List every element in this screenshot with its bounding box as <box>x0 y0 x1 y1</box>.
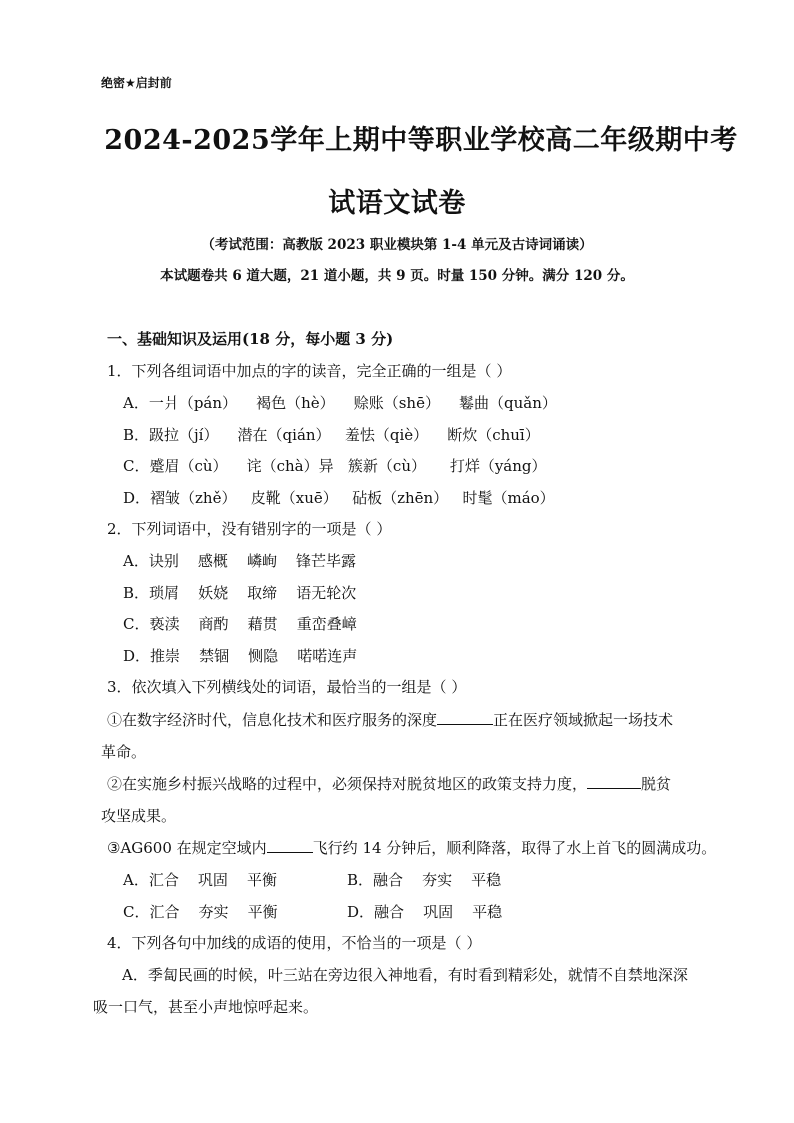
sentence-2-part-b: 脱贫 <box>641 775 672 793</box>
question-3-option-b: B．融合 夯实 平稳 <box>347 871 502 889</box>
question-2-option-a: A．诀别 感概 嶙峋 锋芒毕露 <box>123 552 357 570</box>
question-3-option-a: A．汇合 巩固 平衡 <box>123 871 277 889</box>
question-3-sentence-2-continued: 攻坚成果。 <box>101 807 177 825</box>
exam-scope: （考试范围：高教版 2023 职业模块第 1-4 单元及古诗词诵读） <box>201 237 593 253</box>
sentence-1-part-a: ①在数字经济时代，信息化技术和医疗服务的深度 <box>107 711 438 729</box>
question-4-option-a-line2: 吸一口气，甚至小声地惊呼起来。 <box>93 998 319 1016</box>
question-2-option-d: D．推崇 禁锢 恻隐 喏喏连声 <box>123 647 358 665</box>
fill-blank-1[interactable] <box>437 710 493 725</box>
question-3-option-c: C．汇合 夯实 平衡 <box>123 903 278 921</box>
exam-title-line1: 2024-2025学年上期中等职业学校高二年级期中考 <box>104 125 738 156</box>
exam-info: 本试题卷共 6 道大题，21 道小题，共 9 页。时量 150 分钟。满分 120 分。 <box>160 268 634 284</box>
question-3-sentence-2 <box>107 774 671 794</box>
question-2-stem: 2．下列词语中，没有错别字的一项是（ ） <box>107 520 392 538</box>
question-1-option-d: D．褶皱（zhě） 皮靴（xuē） 砧板（zhēn） 时髦（máo） <box>123 489 555 507</box>
confidential-label: 绝密★启封前 <box>101 76 172 90</box>
fill-blank-2[interactable] <box>587 774 641 789</box>
section-heading: 一、基础知识及运用(18 分，每小题 3 分) <box>107 330 394 348</box>
exam-title-line2: 试语文试卷 <box>328 188 466 219</box>
question-2-option-c: C．亵渎 商酌 藉贯 重峦叠嶂 <box>123 615 357 633</box>
sentence-3-part-b: 飞行约 14 分钟后，顺利降落，取得了水上首飞的圆满成功。 <box>312 839 717 857</box>
sentence-1-part-b: 正在医疗领域掀起一场技术 <box>493 711 674 729</box>
fill-blank-3[interactable] <box>267 838 313 853</box>
question-2-option-b: B．琐屑 妖娆 取缔 语无轮次 <box>123 584 357 602</box>
question-1-option-a: A．一爿（pán） 褐色（hè） 赊账（shē） 鬈曲（quǎn） <box>123 394 557 412</box>
question-3-sentence-3 <box>107 838 716 858</box>
question-3-option-d: D．融合 巩固 平稳 <box>347 903 503 921</box>
question-1-option-c: C．蹙眉（cù） 诧（chà）异 簇新（cù） 打烊（yáng） <box>123 457 547 475</box>
sentence-3-part-a: ③AG600 在规定空域内 <box>107 839 267 857</box>
question-4-option-a-line1: A．季匐民画的时候，叶三站在旁边很入神地看，有时看到精彩处，就情不自禁地深深 <box>122 966 688 984</box>
question-4-stem: 4．下列各句中加线的成语的使用，不恰当的一项是（ ） <box>107 934 482 952</box>
question-1-stem: 1．下列各组词语中加点的字的读音，完全正确的一组是（ ） <box>107 362 512 380</box>
question-3-stem: 3．依次填入下列横线处的词语，最恰当的一组是（ ） <box>107 678 467 696</box>
question-3-sentence-1 <box>107 710 673 730</box>
question-1-option-b: B．趿拉（jí） 潜在（qián） 羞怯（qiè） 断炊（chuī） <box>123 426 540 444</box>
sentence-2-part-a: ②在实施乡村振兴战略的过程中，必须保持对脱贫地区的政策支持力度， <box>107 775 588 793</box>
question-3-sentence-1-continued: 革命。 <box>101 743 147 761</box>
